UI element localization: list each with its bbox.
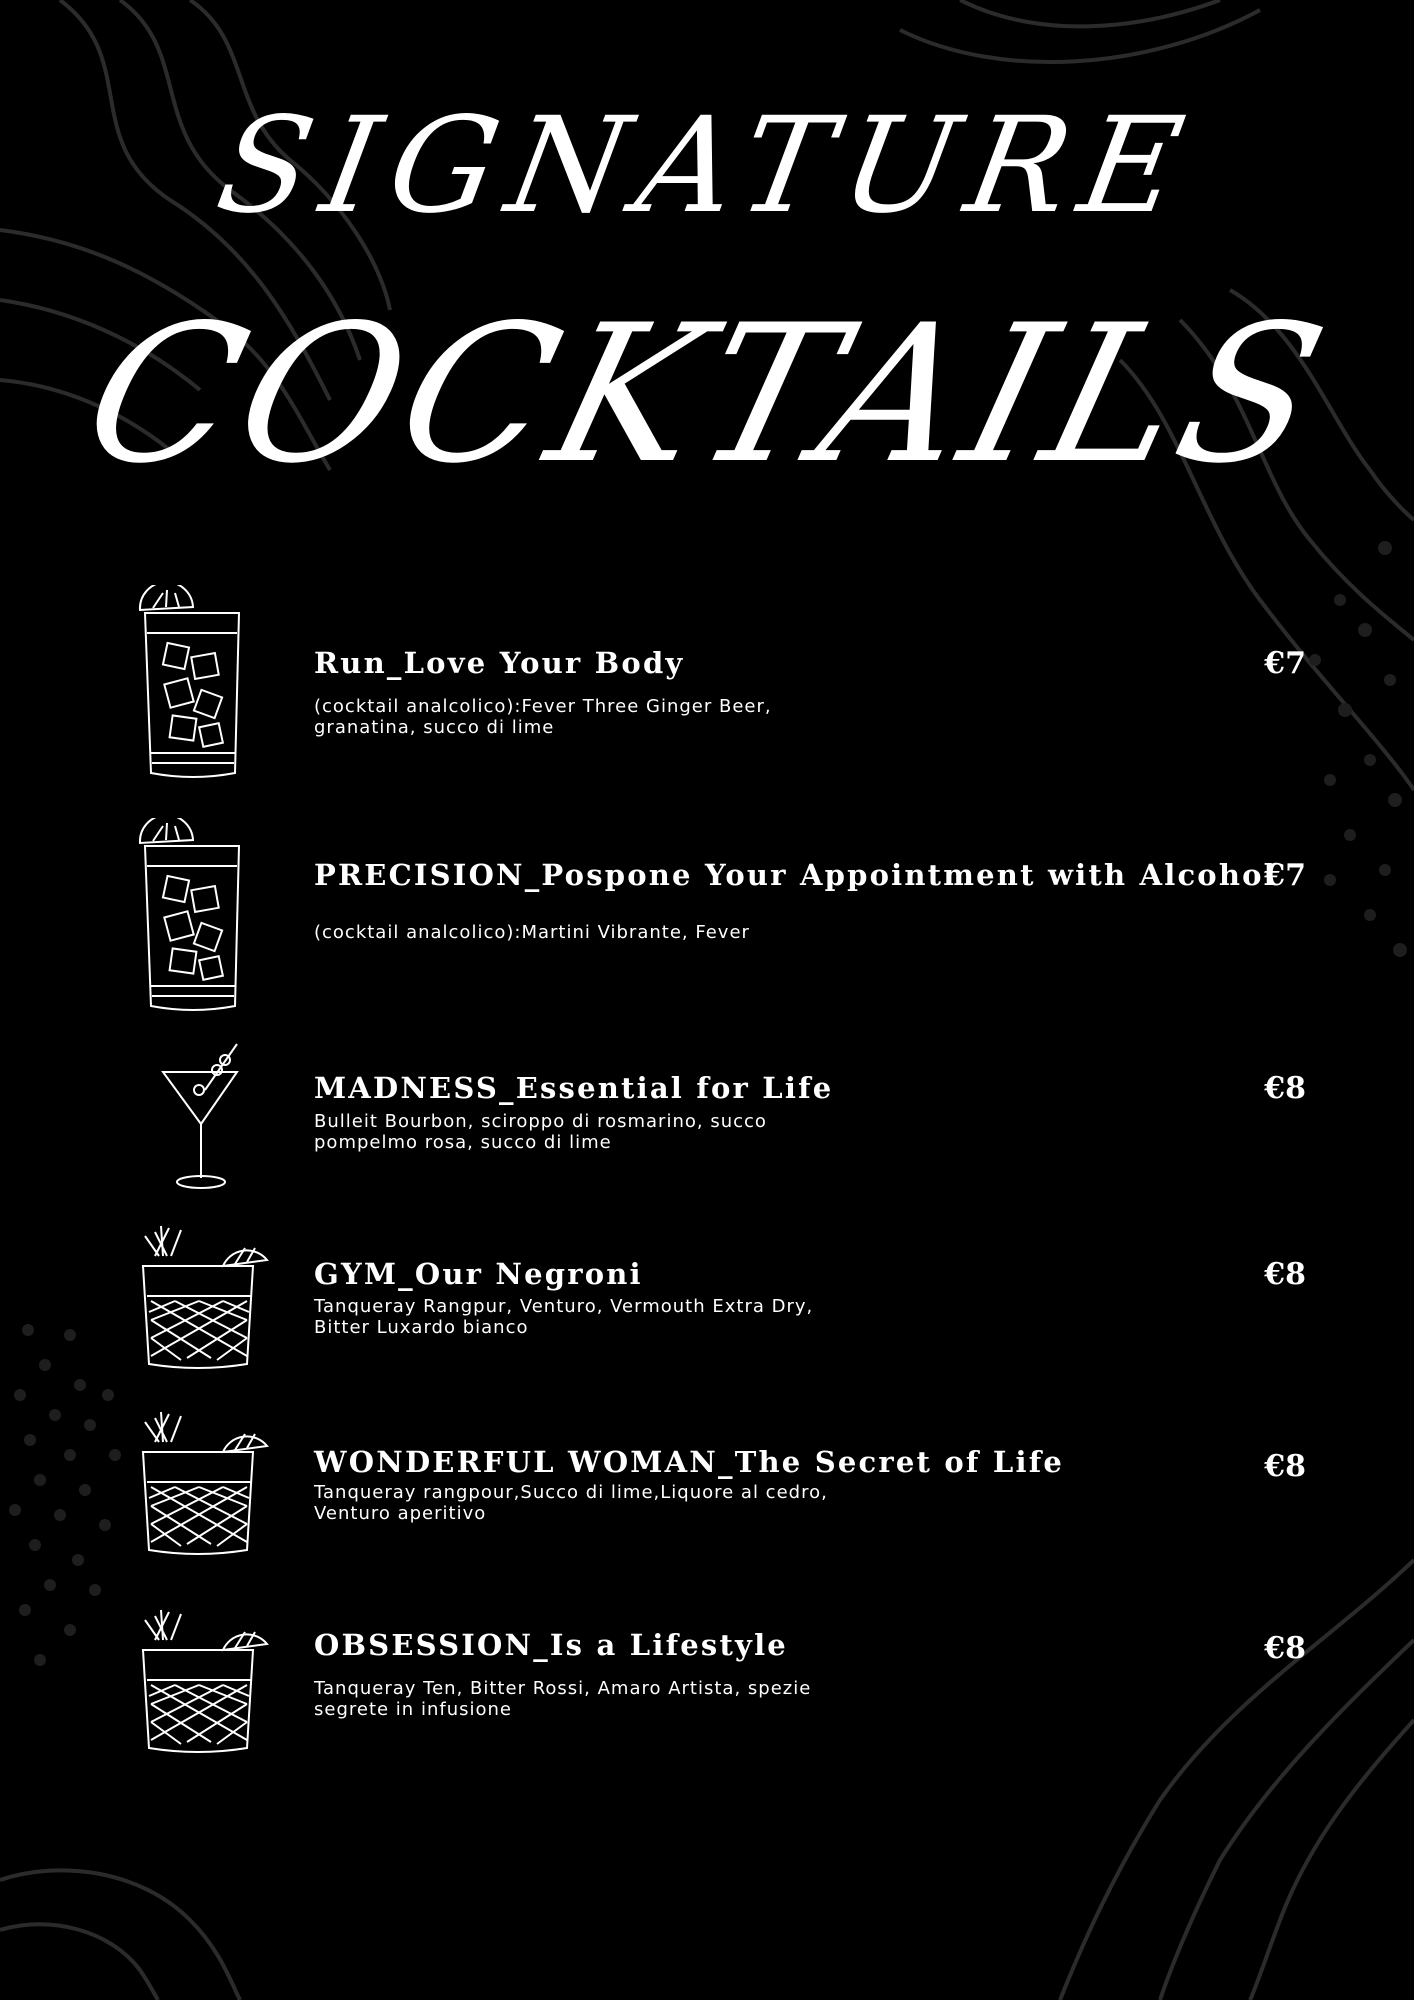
highball-glass-icon [135, 818, 245, 1018]
highball-glass-icon [135, 585, 245, 785]
item-description: Bulleit Bourbon, sciroppo di rosmarino, succo pompelmo rosa, succo di lime [314, 1111, 767, 1153]
item-name: MADNESS_Essential for Life [314, 1071, 834, 1105]
item-price: €8 [1264, 1257, 1306, 1292]
title-cocktails: COCKTAILS [65, 284, 1349, 505]
item-description: (cocktail analcolico):Martini Vibrante, Fever [314, 922, 750, 943]
item-description: Tanqueray Ten, Bitter Rossi, Amaro Artista, spezie segrete in infusione [314, 1678, 812, 1720]
item-name: GYM_Our Negroni [314, 1257, 643, 1291]
title-signature: SIGNATURE [207, 89, 1207, 243]
item-description: (cocktail analcolico):Fever Three Ginger Beer, granatina, succo di lime [314, 696, 772, 738]
item-name: PRECISION_Pospone Your Appointment with Alcohol [314, 858, 1277, 892]
item-price: €8 [1264, 1631, 1306, 1666]
item-name: Run_Love Your Body [314, 646, 685, 680]
item-price: €8 [1264, 1071, 1306, 1106]
rocks-glass-icon [135, 1412, 270, 1557]
item-name: OBSESSION_Is a Lifestyle [314, 1628, 788, 1662]
rocks-glass-icon [135, 1226, 270, 1371]
item-price: €7 [1264, 646, 1306, 681]
item-description: Tanqueray Rangpur, Venturo, Vermouth Extra Dry, Bitter Luxardo bianco [314, 1296, 814, 1338]
rocks-glass-icon [135, 1610, 270, 1755]
item-price: €7 [1264, 858, 1306, 893]
item-name: WONDERFUL WOMAN_The Secret of Life [314, 1445, 1065, 1479]
item-price: €8 [1264, 1449, 1306, 1484]
item-description: Tanqueray rangpour,Succo di lime,Liquore al cedro, Venturo aperitivo [314, 1482, 828, 1524]
martini-glass-icon [155, 1042, 245, 1192]
